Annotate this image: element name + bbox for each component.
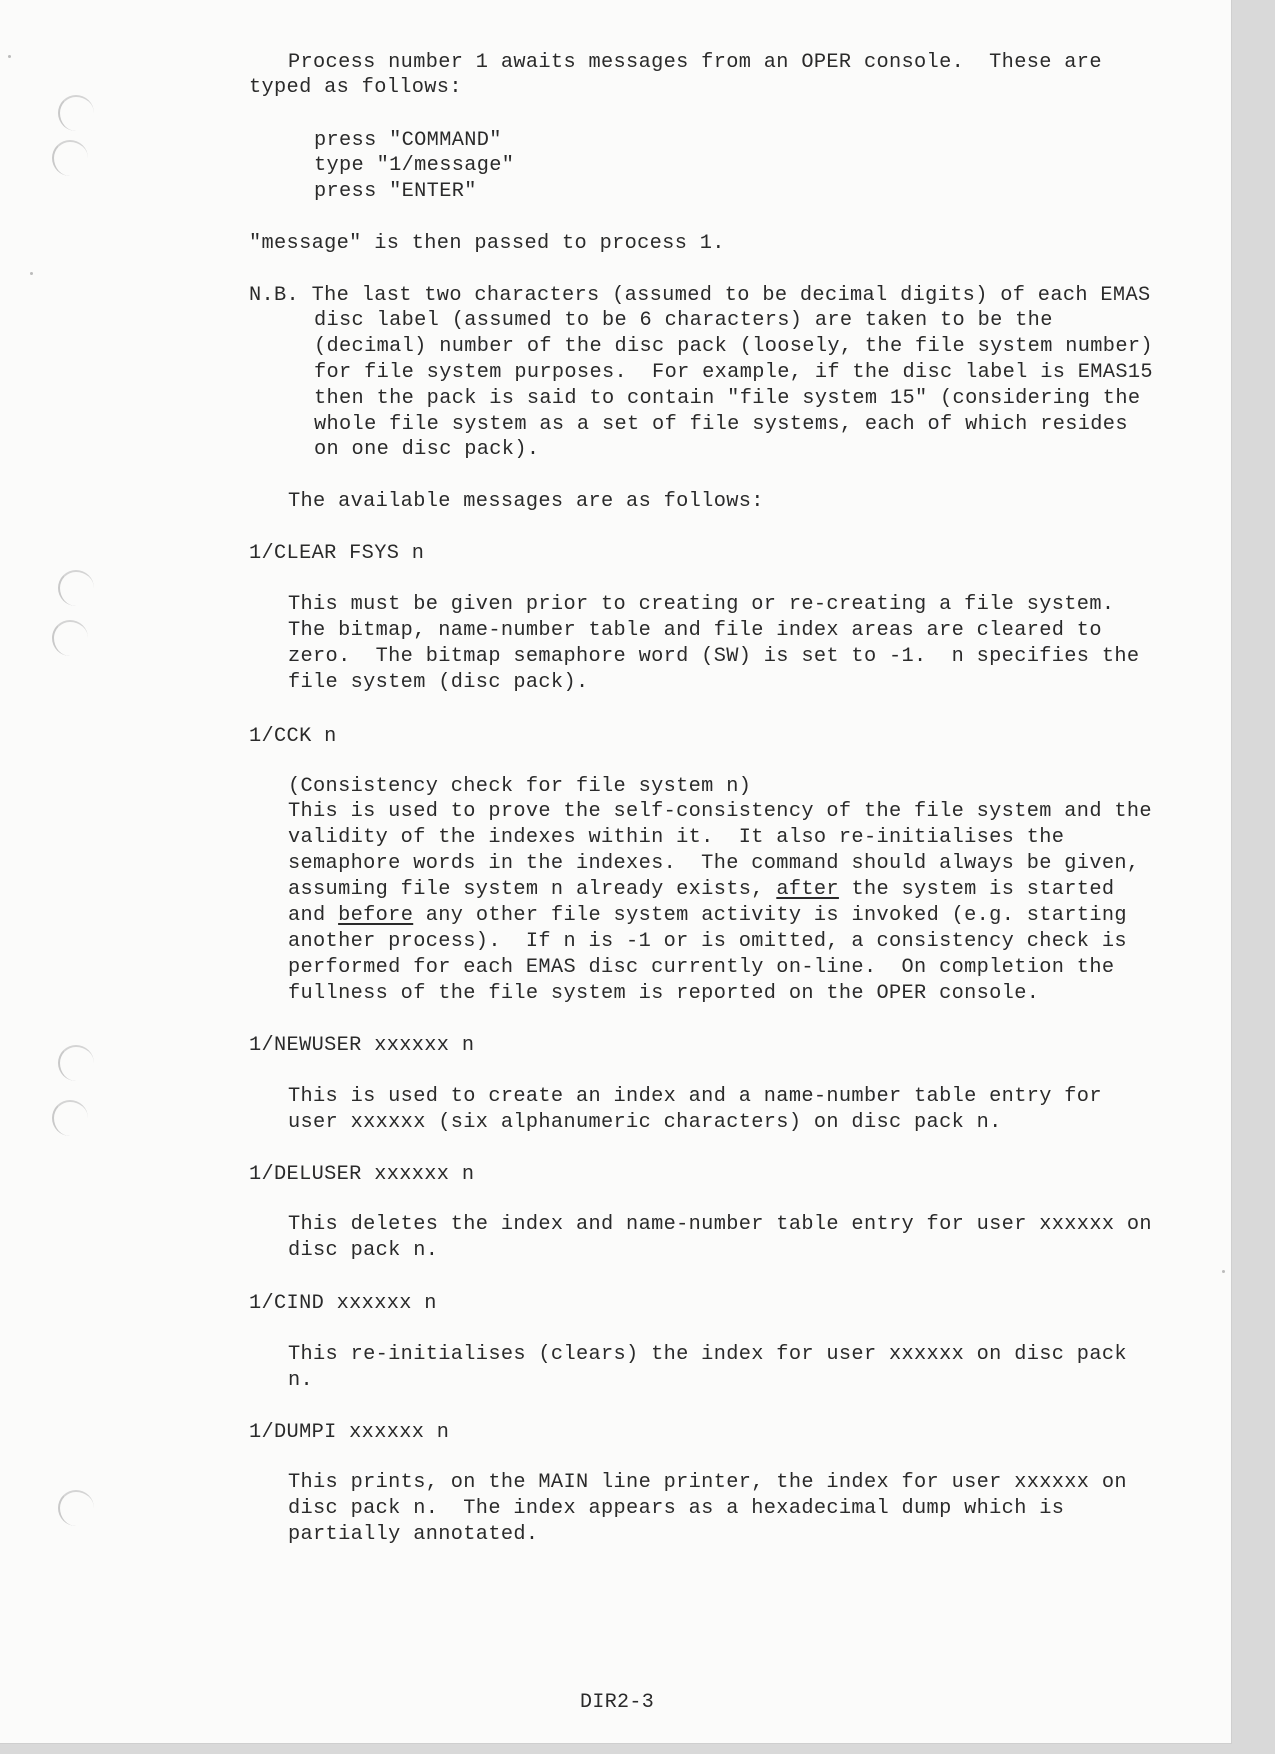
underlined-word-before: before xyxy=(338,904,414,927)
nb-line: whole file system as a set of file systems, each of which resides xyxy=(314,413,1128,436)
command-desc-line: This must be given prior to creating or re-creating a file system. xyxy=(288,593,1115,616)
underlined-word-after: after xyxy=(776,878,839,901)
command-desc-line: semaphore words in the indexes. The command should always be given, xyxy=(288,852,1140,875)
command-desc-line xyxy=(288,903,1127,929)
text-run: any other file system activity is invoked (e.g. starting xyxy=(413,904,1127,927)
command-desc-line: performed for each EMAS disc currently on-line. On completion the xyxy=(288,956,1115,979)
command-desc-line: This prints, on the MAIN line printer, the index for user xxxxxx on xyxy=(288,1471,1127,1494)
intro-line: typed as follows: xyxy=(249,76,462,99)
command-heading: 1/DELUSER xxxxxx n xyxy=(249,1163,475,1186)
punch-hole-mark xyxy=(58,1490,94,1526)
punch-hole-mark xyxy=(58,1045,94,1081)
intro-step: press "ENTER" xyxy=(314,180,477,203)
page-footer: DIR2-3 xyxy=(580,1691,655,1714)
nb-line: N.B. The last two characters (assumed to be decimal digits) of each EMAS xyxy=(249,284,1151,307)
intro-step: press "COMMAND" xyxy=(314,129,502,152)
punch-hole-mark xyxy=(52,140,88,176)
scan-speck xyxy=(8,55,11,58)
command-heading: 1/CCK n xyxy=(249,725,337,748)
command-desc-line: The bitmap, name-number table and file index areas are cleared to xyxy=(288,619,1102,642)
command-desc-line: disc pack n. The index appears as a hexadecimal dump which is xyxy=(288,1497,1065,1520)
text-run: the system is started xyxy=(838,878,1115,901)
command-desc-line: n. xyxy=(288,1369,314,1392)
punch-hole-mark xyxy=(58,570,94,606)
scan-speck xyxy=(1222,1270,1225,1273)
command-desc-line xyxy=(288,877,1114,903)
command-desc-line: fullness of the file system is reported on the OPER console. xyxy=(288,982,1040,1005)
command-desc-line: This is used to prove the self-consistency of the file system and the xyxy=(288,800,1152,823)
command-heading: 1/NEWUSER xxxxxx n xyxy=(249,1034,475,1057)
text-run: and xyxy=(288,904,339,927)
nb-line: then the pack is said to contain "file system 15" (considering the xyxy=(314,387,1141,410)
punch-hole-mark xyxy=(52,1100,88,1136)
command-desc-line: zero. The bitmap semaphore word (SW) is set to -1. n specifies the xyxy=(288,645,1140,668)
nb-line: on one disc pack). xyxy=(314,438,540,461)
command-desc-line: This is used to create an index and a name-number table entry for xyxy=(288,1085,1102,1108)
command-desc-line: user xxxxxx (six alphanumeric characters) on disc pack n. xyxy=(288,1111,1002,1134)
command-heading: 1/DUMPI xxxxxx n xyxy=(249,1421,450,1444)
punch-hole-mark xyxy=(52,620,88,656)
command-heading: 1/CIND xxxxxx n xyxy=(249,1292,437,1315)
intro-step: type "1/message" xyxy=(314,154,515,177)
punch-hole-mark xyxy=(58,95,94,131)
command-desc-line: partially annotated. xyxy=(288,1523,539,1546)
nb-line: for file system purposes. For example, if the disc label is EMAS15 xyxy=(314,361,1153,384)
command-desc-line: This re-initialises (clears) the index for user xxxxxx on disc pack xyxy=(288,1343,1127,1366)
intro-line: Process number 1 awaits messages from an OPER console. These are xyxy=(288,51,1102,74)
intro-passed: "message" is then passed to process 1. xyxy=(249,232,725,255)
available-intro: The available messages are as follows: xyxy=(288,490,764,513)
scan-speck xyxy=(30,272,33,275)
command-desc-line: (Consistency check for file system n) xyxy=(288,775,752,798)
nb-line: disc label (assumed to be 6 characters) are taken to be the xyxy=(314,309,1053,332)
command-desc-line: validity of the indexes within it. It also re-initialises the xyxy=(288,826,1065,849)
command-desc-line: file system (disc pack). xyxy=(288,671,589,694)
command-desc-line: disc pack n. xyxy=(288,1239,439,1262)
command-desc-line: another process). If n is -1 or is omitted, a consistency check is xyxy=(288,930,1127,953)
text-run: assuming file system n already exists, xyxy=(288,878,777,901)
nb-line: (decimal) number of the disc pack (loosely, the file system number) xyxy=(314,335,1153,358)
command-desc-line: This deletes the index and name-number table entry for user xxxxxx on xyxy=(288,1213,1152,1236)
command-heading: 1/CLEAR FSYS n xyxy=(249,542,425,565)
